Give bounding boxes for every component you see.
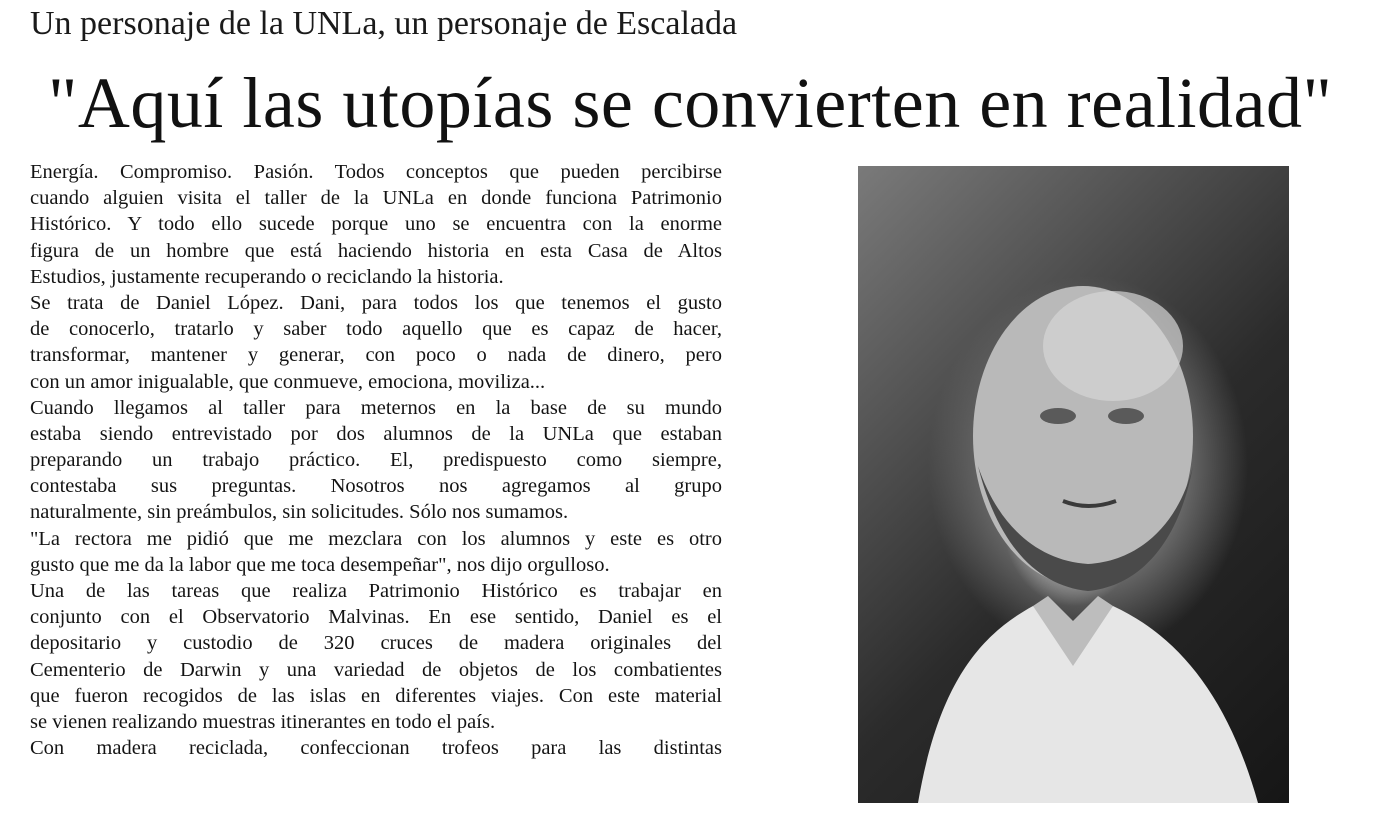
- body-line: estaba siendo entrevistado por dos alumnos de la UNLa que estaban: [30, 422, 722, 445]
- body-line: contestaba sus preguntas. Nosotros nos agregamos al grupo: [30, 475, 722, 498]
- body-line: que fueron recogidos de las islas en diferentes viajes. Con este material: [30, 684, 722, 707]
- body-line: depositario y custodio de 320 cruces de madera originales del: [30, 632, 722, 655]
- body-line: "La rectora me pidió que me mezclara con los alumnos y este es otro: [30, 527, 722, 550]
- body-line: de conocerlo, tratarlo y saber todo aquello que es capaz de hacer,: [30, 318, 722, 341]
- body-line: Se trata de Daniel López. Dani, para todos los que tenemos el gusto: [30, 291, 722, 314]
- body-line: con un amor inigualable, que conmueve, emociona, moviliza...: [30, 370, 546, 393]
- body-line: Histórico. Y todo ello sucede porque uno se encuentra con la enorme: [30, 213, 722, 236]
- body-line: Una de las tareas que realiza Patrimonio Histórico es trabajar en: [30, 580, 722, 602]
- body-line: se vienen realizando muestras itinerantes en todo el país.: [30, 710, 496, 733]
- body-line: Estudios, justamente recuperando o reciclando la historia.: [30, 265, 504, 288]
- body-line: Cementerio de Darwin y una variedad de objetos de los combatientes: [30, 658, 722, 681]
- body-line: conjunto con el Observatorio Malvinas. En ese sentido, Daniel es el: [30, 606, 722, 629]
- body-line: transformar, mantener y generar, con poco o nada de dinero, pero: [30, 344, 722, 367]
- body-line: naturalmente, sin preámbulos, sin solicitudes. Sólo nos sumamos.: [30, 501, 569, 524]
- body-line: Con madera reciclada, confeccionan trofeos para las distintas: [30, 737, 722, 760]
- article-kicker: Un personaje de la UNLa, un personaje de Escalada: [30, 5, 738, 42]
- portrait-illustration: [858, 166, 1289, 803]
- portrait-photo: [858, 166, 1289, 803]
- body-line: Energía. Compromiso. Pasión. Todos conceptos que pueden percibirse: [30, 161, 722, 183]
- body-line: Cuando llegamos al taller para meternos en la base de su mundo: [30, 396, 722, 419]
- article-body: [30, 159, 722, 814]
- body-line: preparando un trabajo práctico. El, predispuesto como siempre,: [30, 449, 722, 472]
- body-line: cuando alguien visita el taller de la UNLa en donde funciona Patrimonio: [30, 187, 722, 210]
- body-line: figura de un hombre que está haciendo historia en esta Casa de Altos: [30, 239, 722, 262]
- article-headline: "Aquí las utopías se convierten en realidad": [48, 63, 1333, 143]
- body-line: gusto que me da la labor que me toca desempeñar", nos dijo orgulloso.: [30, 553, 610, 576]
